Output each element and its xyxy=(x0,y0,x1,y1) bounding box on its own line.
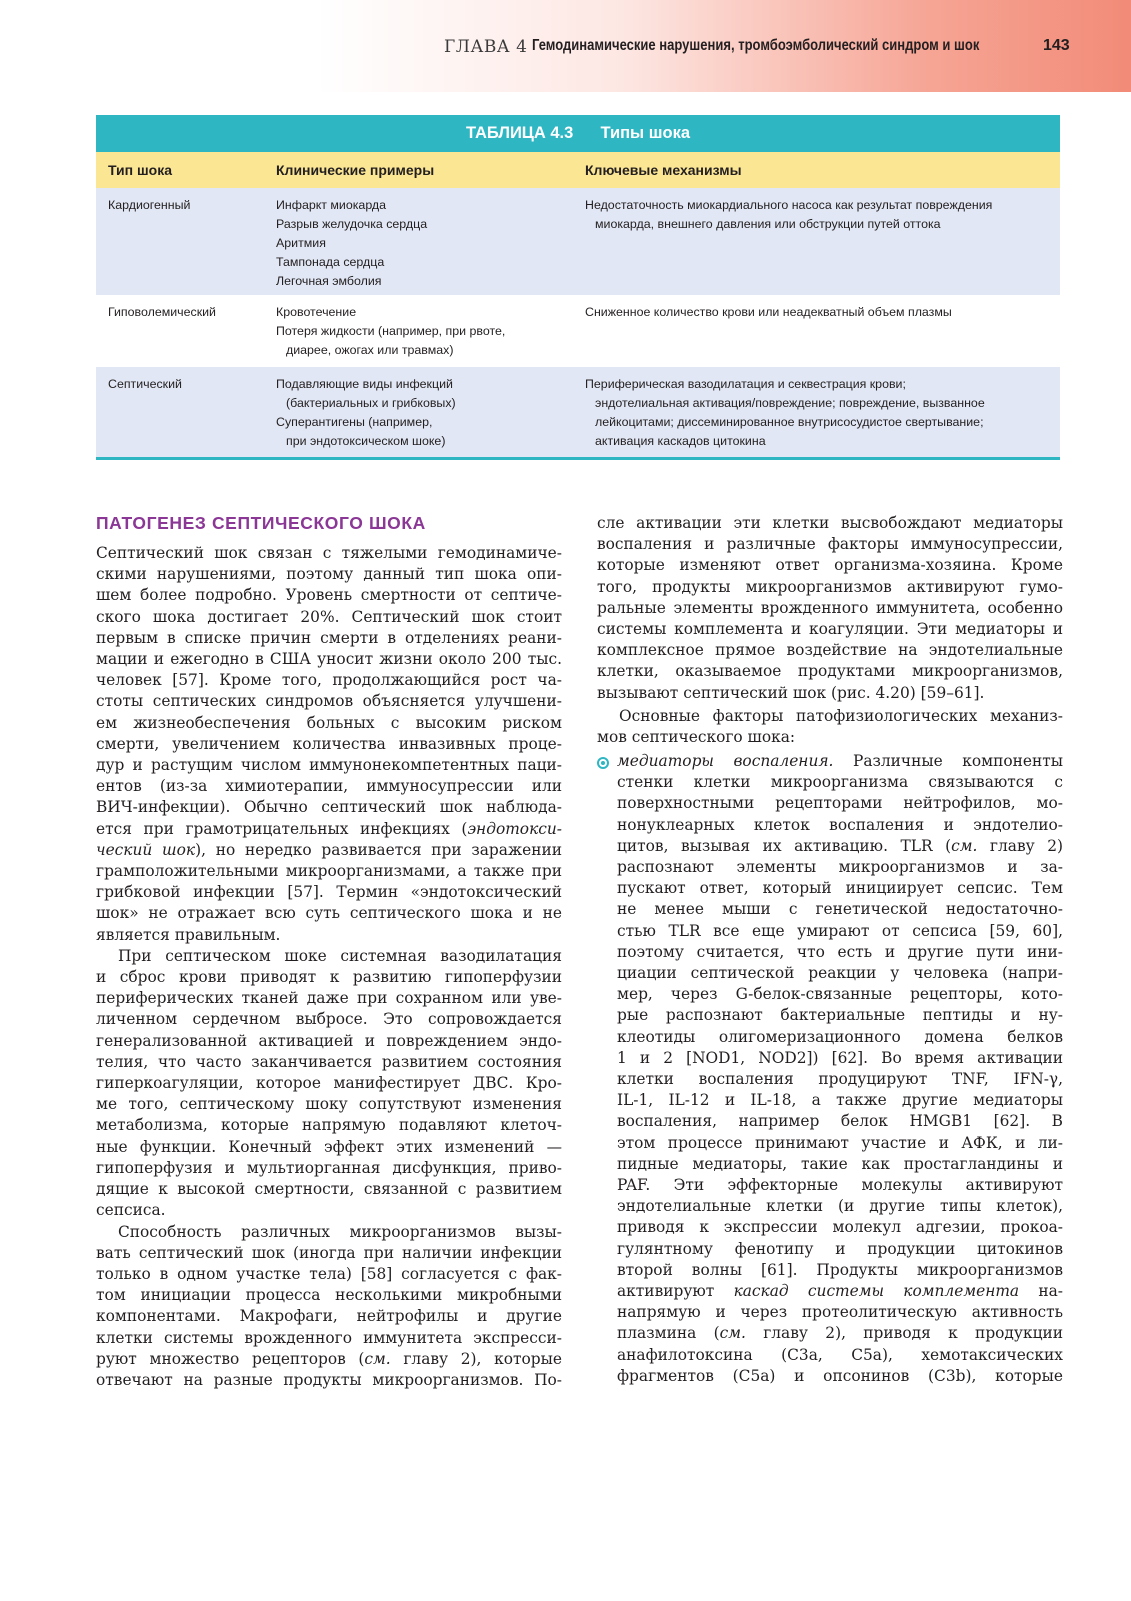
text-line: клеотиды олигомеризационного домена белков xyxy=(617,1027,1063,1046)
cell-mechanisms: Недостаточность миокардиального насоса как результат повреждения миокарда, внешнего давления или обструкции путей оттока xyxy=(585,198,993,231)
text-line: распознают элементы микроорганизмов и за- xyxy=(617,858,1063,877)
text-line: и сброс крови приводят к развитию гипоперфузии xyxy=(96,968,562,987)
text-line: цитов, вызывая их активацию. TLR (см. главу 2) xyxy=(617,836,1063,855)
text-line: ные функции. Конечный эффект этих изменений — xyxy=(96,1137,562,1156)
body-column-left xyxy=(96,543,562,1391)
bullet-item-inflammation-mediators xyxy=(617,751,1063,1387)
text-line: телия, что часто заканчивается развитием состояния xyxy=(96,1052,562,1071)
cell-type: Гиповолемический xyxy=(108,305,216,319)
cell-mechanisms: Сниженное количество крови или неадекватный объем плазмы xyxy=(585,305,952,319)
text-line: ческий шок), но нередко развивается при заражении xyxy=(96,840,562,859)
text-line: второй волны [61]. Продукты микроорганизмов xyxy=(617,1260,1063,1279)
text-line: сле активации эти клетки высвобождают медиаторы xyxy=(597,514,1063,532)
shock-types-table xyxy=(96,115,1060,460)
column-header-type: Тип шока xyxy=(108,162,172,178)
text-line: личенном сердечном выбросе. Это сопровождается xyxy=(96,1010,562,1029)
text-line: ентов (из-за химиотерапии, иммуносупрессии или xyxy=(96,777,562,796)
text-line: является правильным. xyxy=(96,925,281,944)
text-line: гипоперфузия и мультиорганная дисфункция, приво- xyxy=(96,1158,562,1177)
text-line: периферических тканей даже при сохранном или уве- xyxy=(96,989,562,1008)
text-line: человек [57]. Кроме того, продолжающийся рост ча- xyxy=(96,671,562,690)
text-line: активируют каскад системы комплемента на- xyxy=(617,1282,1063,1301)
text-line: Основные факторы патофизиологических механиз- xyxy=(619,706,1063,725)
table-row xyxy=(96,295,1060,367)
text-line: шем более подробно. Уровень смертности от септиче- xyxy=(96,586,562,605)
table-header-row xyxy=(96,152,1060,188)
chapter-title: Гемодинамические нарушения, тромбоэмболический синдром и шок xyxy=(532,37,980,54)
text-line: первым в списке причин смерти в отделениях реани- xyxy=(96,628,562,647)
text-line: воспаления и различные факторы иммуносупрессии, xyxy=(597,535,1063,554)
table-caption xyxy=(96,115,1060,152)
text-line: только в одном участке тела) [58] согласуется с фак- xyxy=(96,1264,562,1283)
column-header-examples: Клинические примеры xyxy=(276,162,435,178)
text-line: медиаторы воспаления. Различные компоненты xyxy=(617,752,1063,770)
text-line: скими нарушениями, поэтому данный тип шока опи- xyxy=(96,565,562,584)
text-line: ральные элементы врожденного иммунитета, особенно xyxy=(597,598,1063,617)
text-line: клетки системы врожденного иммунитета экспресси- xyxy=(96,1328,562,1347)
text-line: Способность различных микроорганизмов вызы- xyxy=(118,1222,562,1241)
cell-type: Кардиогенный xyxy=(108,198,191,212)
text-line: гулянтному фенотипу и продукции цитокинов xyxy=(617,1239,1063,1258)
text-line: анафилотоксина (C3a, C5a), хемотаксических xyxy=(617,1345,1063,1364)
cell-examples: Кровотечение Потеря жидкости (например, при рвоте, диарее, ожогах или травмах) xyxy=(276,305,506,357)
running-header xyxy=(0,28,1131,68)
text-line: вать септический шок (иногда при наличии инфекции xyxy=(96,1243,562,1262)
text-line: метаболизма, которые напрямую подавляют клеточ- xyxy=(96,1116,562,1135)
text-line: гиперкоагуляции, которое манифестирует ДВС. Кро- xyxy=(96,1074,562,1093)
text-line: воспаления, например белок HMGB1 [62]. В xyxy=(617,1112,1063,1131)
text-line: поэтому считается, что есть и другие пути ини- xyxy=(617,942,1063,961)
cell-examples: Подавляющие виды инфекций (бактериальных и грибковых) Суперантигены (например, при эндотоксическом шоке) xyxy=(276,377,456,448)
column-header-mechanisms: Ключевые механизмы xyxy=(585,162,742,178)
text-line: клетки воспаления продуцируют TNF, IFN-γ, xyxy=(617,1070,1063,1089)
text-line: не менее мыши с генетической недостаточно- xyxy=(617,900,1063,919)
chapter-label: ГЛАВА 4 xyxy=(444,37,528,57)
text-line: мов септического шока: xyxy=(597,728,796,747)
text-line: клетки, оказываемое продуктами микроорганизмов, xyxy=(597,662,1063,681)
text-line: напрямую и через протеолитическую активность xyxy=(617,1303,1063,1322)
text-line: рые распознают бактериальные пептиды и ну- xyxy=(617,1006,1063,1025)
cell-type: Септический xyxy=(108,377,182,391)
text-line: ме того, септическому шоку сопутствуют изменения xyxy=(96,1095,562,1114)
text-line: приводя к экспрессии молекул адгезии, прокоа- xyxy=(617,1218,1063,1237)
text-line: мер, через G-белок-связанные рецепторы, кото- xyxy=(617,985,1063,1004)
table-number: ТАБЛИЦА 4.3 xyxy=(465,124,574,142)
text-line: дур и растущим числом иммунонекомпетентных паци- xyxy=(96,756,562,775)
body-column-right xyxy=(597,513,1063,748)
table-row xyxy=(96,367,1060,457)
text-line: ем жизнеобеспечения больных с высоким риском xyxy=(96,713,562,732)
text-line: При септическом шоке системная вазодилатация xyxy=(118,946,562,965)
text-line: шок» не отражает всю суть септического шока и не xyxy=(96,904,562,923)
page-number: 143 xyxy=(1043,37,1070,54)
text-line: системы комплемента и коагуляции. Эти медиаторы и xyxy=(597,620,1063,639)
text-line: смерти, увеличением количества инвазивных проце- xyxy=(96,734,562,753)
table-title: Типы шока xyxy=(600,124,691,142)
text-line: пускают ответ, который инициирует сепсис. Тем xyxy=(617,879,1063,898)
text-line: того, продукты микроорганизмов активируют гумо- xyxy=(597,577,1063,596)
section-title: ПАТОГЕНЕЗ СЕПТИЧЕСКОГО ШОКА xyxy=(96,513,426,533)
text-line: грамположительными микроорганизмами, а также при xyxy=(96,862,562,881)
text-line: этом процессе принимают участие и АФК, и ли- xyxy=(617,1133,1063,1152)
text-line: стью TLR все еще умирают от сепсиса [59, 60], xyxy=(617,921,1063,940)
text-line: мации и ежегодно в США уносит жизни около 200 тыс. xyxy=(96,650,562,669)
table-row xyxy=(96,188,1060,295)
text-line: комплексное прямое воздействие на эндотелиальные xyxy=(597,641,1063,660)
bullet-icon xyxy=(597,757,609,769)
text-line: циации септической реакции у человека (напри- xyxy=(617,964,1063,983)
text-line: плазмина (см. главу 2), приводя к продукции xyxy=(617,1324,1063,1343)
text-line: стоты септических синдромов объясняется улучшени- xyxy=(96,692,562,711)
text-line: пидные медиаторы, такие как простагландины и xyxy=(617,1154,1063,1173)
text-line: дящие к высокой смертности, связанной с развитием xyxy=(96,1180,562,1199)
text-line: сепсиса. xyxy=(96,1201,166,1220)
text-line: нонуклеарных клеток воспаления и эндотелио- xyxy=(617,815,1063,834)
text-line: компонентами. Макрофаги, нейтрофилы и другие xyxy=(96,1307,562,1326)
text-line: эндотелиальные клетки (и другие типы клеток), xyxy=(617,1197,1063,1216)
text-line: 1 и 2 [NOD1, NOD2]) [62]. Во время активации xyxy=(617,1048,1063,1067)
text-line: IL-1, IL-12 и IL-18, а также другие медиаторы xyxy=(617,1091,1063,1110)
text-line: грибковой инфекции [57]. Термин «эндотоксический xyxy=(96,883,562,902)
text-line: фрагментов (C5a) и опсонинов (C3b), которые xyxy=(617,1366,1063,1385)
text-line: генерализованной активацией и повреждением эндо- xyxy=(96,1031,562,1050)
text-line: стенки клетки микроорганизма связываются с xyxy=(617,773,1063,792)
text-line: руют множество рецепторов (см. главу 2), которые xyxy=(96,1349,562,1368)
cell-mechanisms: Периферическая вазодилатация и секвестрация крови; эндотелиальная активация/повреждение; повреждение, вызванное лейкоцитами; диссеминированное внутрисосудистое свертывание; активация каскадов цитокина xyxy=(585,377,985,448)
table-bottom-rule xyxy=(96,457,1060,460)
text-line: отвечают на разные продукты микроорганизмов. По- xyxy=(96,1370,562,1389)
text-line: вызывают септический шок (рис. 4.20) [59–61]. xyxy=(597,683,985,702)
text-line: поверхностными рецепторами нейтрофилов, мо- xyxy=(617,794,1063,813)
text-line: том инициации процесса несколькими микробными xyxy=(96,1286,562,1305)
text-line: Септический шок связан с тяжелыми гемодинамиче- xyxy=(96,544,562,562)
text-line: ется при грамотрицательных инфекциях (эндотокси- xyxy=(96,819,562,838)
cell-examples: Инфаркт миокарда Разрыв желудочка сердца Аритмия Тампонада сердца Легочная эмболия xyxy=(276,198,428,288)
text-line: ВИЧ-инфекции). Обычно септический шок наблюда- xyxy=(96,798,562,817)
text-line: ского шока достигает 20%. Септический шок стоит xyxy=(96,607,562,626)
text-line: которые изменяют ответ организма-хозяина. Кроме xyxy=(597,556,1063,575)
text-line: PAF. Эти эффекторные молекулы активируют xyxy=(617,1176,1063,1195)
